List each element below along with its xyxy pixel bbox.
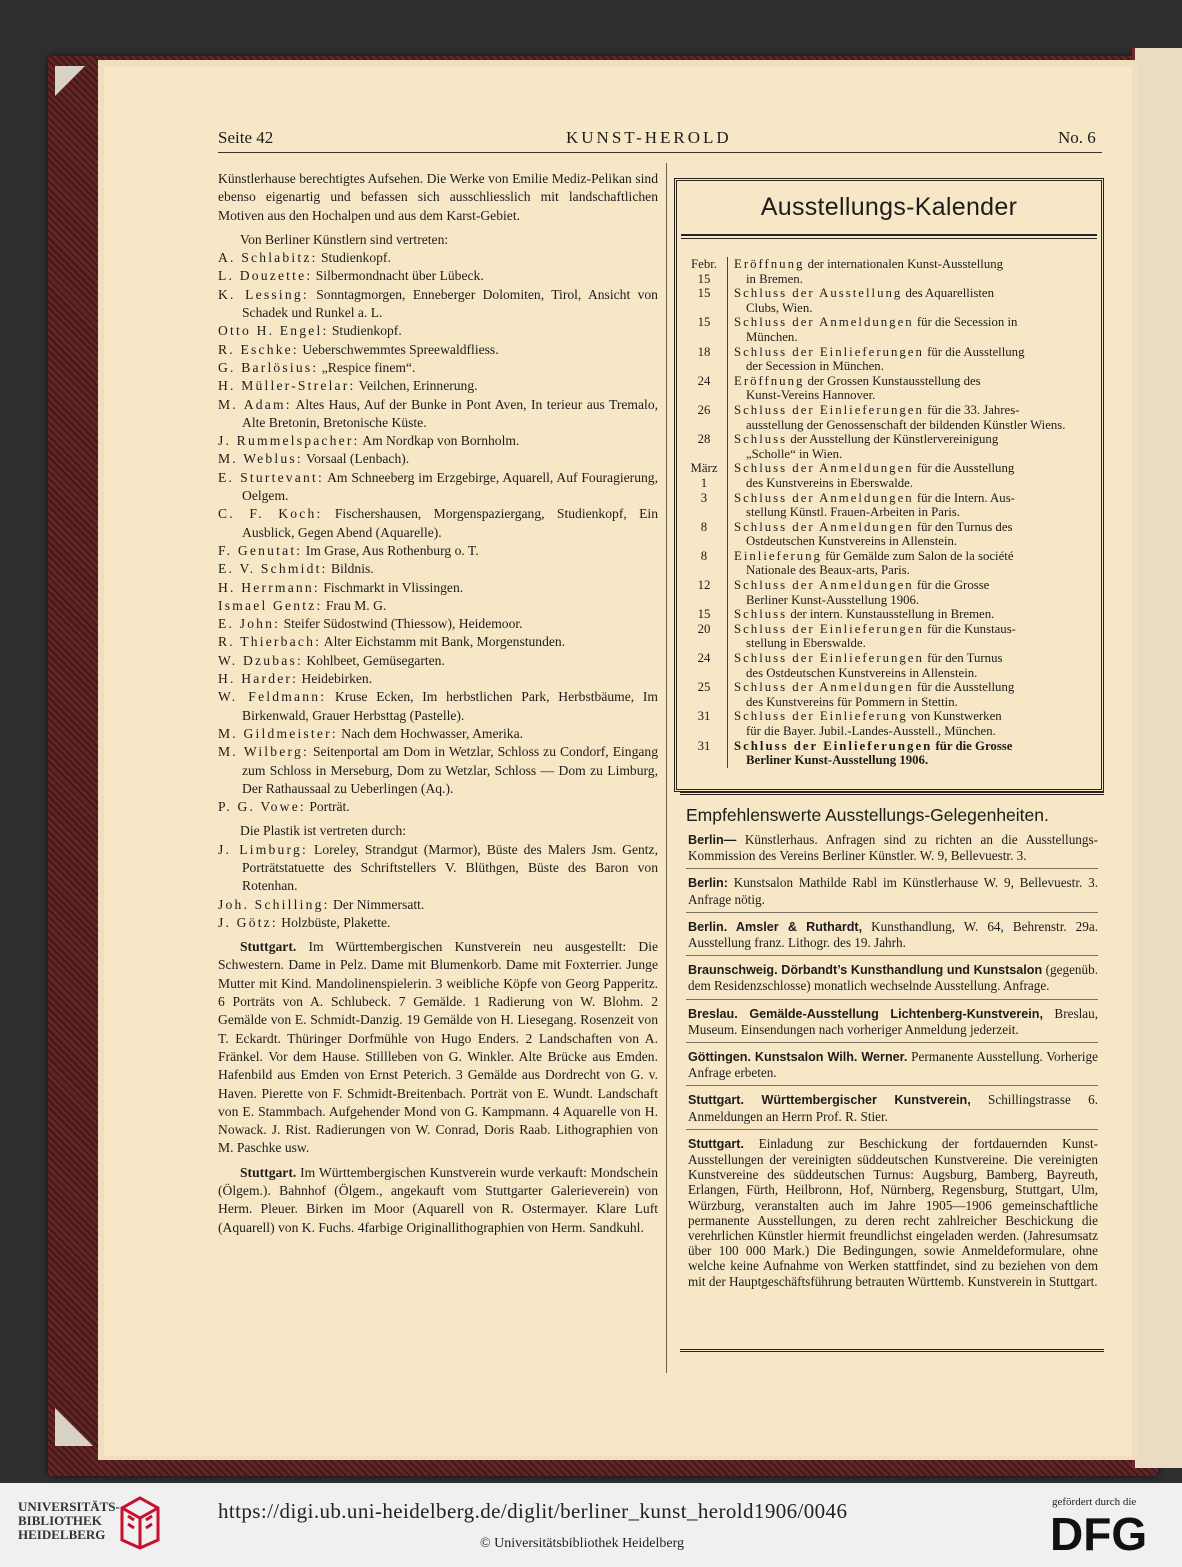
artist-works: Am Schneeberg im Erzgebirge, Aquarell, Auf Fouragierung, Oelgem.	[242, 469, 659, 504]
calendar-entry-continuation: der Secession in München.	[746, 359, 884, 374]
artist-name: E. Sturtevant:	[218, 469, 324, 485]
calendar-row	[681, 286, 1097, 315]
calendar-entry-text: des Aquarellisten	[905, 286, 994, 301]
artist-entry	[218, 633, 658, 651]
calendar-entry-lead: Schluss der Einlieferungen	[734, 651, 924, 666]
calendar-row	[681, 345, 1097, 374]
calendar-row	[681, 491, 1097, 520]
recommendation-lead: Braunschweig. Dörbandt’s Kunsthandlung und Kunstsalon	[688, 963, 1043, 978]
calendar-date: 25	[697, 680, 711, 695]
calendar-entry	[727, 432, 1097, 461]
recommendations-box	[680, 792, 1104, 1352]
calendar-entry-continuation: Ostdeutschen Kunstvereins in Allenstein.	[746, 534, 958, 549]
calendar-date: 15	[697, 286, 711, 301]
artist-name: H. Herrmann:	[218, 579, 320, 595]
recommendation-entry	[680, 832, 1104, 863]
calendar-entry-lead: Schluss der Ausstellung	[734, 286, 903, 301]
calendar-entry	[727, 257, 1097, 286]
calendar-date: 24	[697, 373, 711, 388]
artist-name: W. Dzubas:	[218, 652, 303, 668]
artist-entry	[218, 725, 658, 743]
recommendation-text: (gegenüb. dem Residenzschlosse) monatlich wechselnde Ausstellung. Anfrage.	[688, 962, 1099, 994]
calendar-row	[681, 520, 1097, 549]
paragraph-text: Im Württembergischen Kunstverein wurde verkauft: Mondschein (Ölgem.). Bahnhof (Ölgem., angekauft vom Stuttgarter Galerieverein) von Herm. Pleuer. Birken im Moor (Aquarell von R. Ostermayer. Klare Luft (Aquarell) von K. Fuchs. 4farbige Originallithographien von Herm. Sandkuhl.	[218, 1164, 658, 1235]
calendar-date: 31	[697, 709, 711, 724]
recommendation-entry	[680, 1136, 1104, 1289]
calendar-entry-text: für die Secession in	[916, 315, 1018, 330]
calendar-entry	[727, 549, 1097, 578]
calendar-row	[681, 374, 1097, 403]
artist-name: R. Eschke:	[218, 341, 299, 357]
calendar-entry	[727, 651, 1097, 680]
artist-entry	[218, 896, 658, 914]
artist-works: Studienkopf.	[331, 323, 402, 339]
calendar-date: 24	[697, 651, 711, 666]
calendar-entry	[727, 345, 1097, 374]
artist-name: F. Genutat:	[218, 542, 303, 558]
calendar-entry-text: der intern. Kunstausstellung in Bremen.	[790, 607, 995, 622]
artist-name: C. F. Koch:	[218, 506, 323, 522]
artist-entry	[218, 505, 658, 542]
artist-name: J. Rummelspacher:	[218, 433, 360, 449]
calendar-row	[681, 461, 1097, 490]
artist-works: Studienkopf.	[320, 250, 391, 266]
artist-entry	[218, 688, 658, 725]
artist-name: E. John:	[218, 616, 281, 632]
artist-entry	[218, 670, 658, 688]
calendar-row	[681, 403, 1097, 432]
calendar-entry	[727, 709, 1097, 738]
artist-name: Joh. Schilling:	[218, 896, 330, 912]
artist-works: Porträt.	[309, 799, 350, 815]
recommendation-separator	[686, 999, 1098, 1000]
artist-name: L. Douzette:	[218, 268, 313, 284]
library-logo-line: BIBLIOTHEK	[18, 1513, 102, 1528]
artist-entry	[218, 743, 658, 798]
artist-name: Otto H. Engel:	[218, 323, 329, 339]
artist-works: Ueberschwemmtes Spreewaldfliess.	[302, 341, 499, 357]
calendar-entry	[727, 315, 1097, 344]
calendar-entry-text: für Gemälde zum Salon de la société	[825, 548, 1014, 563]
calendar-date: März 1	[690, 461, 718, 490]
calendar-date: 12	[697, 578, 711, 593]
artist-entry	[218, 286, 658, 323]
artist-name: M. Weblus:	[218, 451, 303, 467]
calendar-table	[681, 257, 1097, 768]
recommendation-text: Künstlerhaus. Anfragen sind zu richten an die Ausstellungs-Kommission des Vereins Berliner Künstler. W. 9, Bellevuestr. 3.	[688, 832, 1099, 864]
header-rule	[218, 152, 1102, 153]
artist-works: Altes Haus, Auf der Bunke in Pont Aven, In terieur aus Tremalo, Alte Bretonin, Bretonische Küste.	[242, 396, 659, 430]
recommendations-list	[680, 832, 1104, 1289]
recommendation-text: Schillingstrasse 6. Anmeldungen an Herrn Prof. R. Stier.	[688, 1092, 1098, 1124]
calendar-date: 8	[700, 548, 708, 563]
calendar-entry-continuation: Nationale des Beaux-arts, Paris.	[746, 563, 910, 578]
calendar-entry-continuation: stellung in Eberswalde.	[746, 636, 866, 651]
artist-name: A. Schlabitz:	[218, 250, 318, 266]
artist-name: J. Limburg:	[218, 841, 309, 857]
calendar-entry	[727, 286, 1097, 315]
page-number: Seite 42	[218, 128, 274, 147]
calendar-row	[681, 709, 1097, 738]
calendar-entry-continuation: des Kunstvereins für Pommern in Stettin.	[746, 694, 958, 709]
recommendation-text: Einladung zur Beschickung der fortdauernden Kunst-Ausstellungen der vereinigten süddeutschen Kunstvereine. Die vereinigten Kunstvereine des süddeutschen Turnus: Augsburg, Bamberg, Bayreuth, Erlangen, Fürth, Heilbronn, Hof, Nürnberg, Regensburg, Stuttgart, Ulm, Würzburg, veranstalten auch im Jahre 1905—1906 gemeinschaftliche permanente Ausstellungen, zu deren recht zahlreicher Beschickung die verehrlichen Künstler hiermit freundlichst eingeladen werden. (Jahresumsatz über 100 000 Mark.) Die Bedingungen, sowie Anmeldeformulare, ohne welche keine Aufnahme von Werken stattfindet, sind zu beziehen von dem mit der Hauptgeschäftsführung betrauten Württemb. Kunstverein in Stuttgart.	[688, 1135, 1098, 1289]
calendar-entry-text: für die Grosse	[935, 738, 1013, 753]
artist-name: M. Gildmeister:	[218, 725, 338, 741]
stuttgart-paragraph-1	[218, 938, 658, 1158]
calendar-row	[681, 549, 1097, 578]
artist-name: E. V. Schmidt:	[218, 561, 328, 577]
berlin-heading: Von Berliner Künstlern sind vertreten:	[240, 231, 449, 247]
calendar-row	[681, 257, 1097, 286]
stuttgart-paragraph-2	[218, 1164, 658, 1237]
artist-entry	[218, 597, 658, 615]
calendar-entry	[727, 680, 1097, 709]
artist-entry	[218, 914, 658, 932]
calendar-date: 20	[697, 621, 711, 636]
calendar-date: 15	[697, 315, 711, 330]
calendar-entry-continuation: stellung Künstl. Frauen-Arbeiten in Paris.	[746, 505, 960, 520]
calendar-entry	[727, 520, 1097, 549]
calendar-entry-continuation: für die Bayer. Jubil.-Landes-Ausstell., München.	[746, 724, 996, 738]
calendar-row	[681, 680, 1097, 709]
artist-works: „Respice finem“.	[321, 359, 416, 375]
copyright-notice: © Universitätsbibliothek Heidelberg	[480, 1536, 685, 1551]
calendar-entry-lead: Schluss der Anmeldungen	[734, 490, 914, 505]
dfg-logo-text: DFG	[1050, 1510, 1148, 1554]
calendar-entry-text: für die Grosse	[916, 578, 990, 593]
calendar-date: 8	[700, 519, 708, 534]
artist-entry	[218, 450, 658, 468]
calendar-row	[681, 432, 1097, 461]
artist-works: Vorsaal (Lenbach).	[306, 451, 410, 467]
artist-works: Alter Eichstamm mit Bank, Morgenstunden.	[323, 634, 566, 650]
recommendations-title: Empfehlenswerte Ausstellungs-Gelegenheiten.	[686, 805, 1049, 825]
viewer-footer	[0, 1483, 1182, 1567]
artist-entry	[218, 542, 658, 560]
calendar-entry-text: für die Kunstaus-	[927, 621, 1016, 636]
calendar-entry-continuation: des Kunstvereins in Eberswalde.	[746, 475, 914, 490]
calendar-row	[681, 315, 1097, 344]
calendar-entry	[727, 739, 1097, 768]
artist-name: J. Götz:	[218, 914, 278, 930]
recommendation-entry	[680, 1049, 1104, 1080]
calendar-entry-lead: Schluss der Einlieferungen	[734, 738, 933, 753]
artist-entry	[218, 798, 658, 816]
paragraph-lead: Stuttgart.	[240, 939, 297, 955]
recommendation-lead: Berlin:	[688, 876, 728, 891]
calendar-entry-lead: Schluss	[734, 432, 788, 447]
artist-entry	[218, 249, 658, 267]
recommendation-text: Kunstsalon Mathilde Rabl im Künstlerhause W. 9, Bellevuestr. 3. Anfrage nötig.	[688, 875, 1098, 907]
recommendation-entry	[680, 962, 1104, 993]
artist-name: P. G. Vowe:	[218, 799, 306, 815]
artist-name: K. Lessing:	[218, 286, 309, 302]
paragraph-text: Im Württembergischen Kunstverein neu ausgestellt: Die Schwestern. Dame in Pelz. Dame mit Blumenkorb. Dame mit Foxterrier. Junge Mutter mit Kind. Mandolinenspielerin. 3 weibliche Köpfe von Georg Papperitz. 6 Porträts von A. Schlubeck. 7 Gemälde. 1 Radierung von W. Blohm. 2 Gemälde von E. Schmidt-Danzig. 19 Gemälde von H. Liesegang. Rosenzeit von T. Eckardt. Thüringer Dorfmühle von Hugo Enders. 2 Landschaften von A. Fränkel. Vor dem Hause. Stillleben von G. Winkler. Alte Brücke aus Emden. Hafenbild aus Emden von Ernst Peterich. 3 Gemälde aus Dordrecht von G. v. Haven. Pierette von F. Schmidt-Breitenbach. Porträt von E. Wundt. Landschaft von E. Stammbach. Aufgehender Mond von G. Kampmann. 4 Aquarelle von H. Nowack. J. Rist. Radierungen von W. Conrad, Doris Raab. Lithographien von M. Paschke usw.	[218, 939, 658, 1156]
calendar-entry-continuation: München.	[746, 329, 798, 344]
calendar-entry-lead: Schluss der Einlieferungen	[734, 344, 924, 359]
artist-entry	[218, 579, 658, 597]
artist-entry	[218, 396, 658, 433]
calendar-entry-text: von Kunstwerken	[911, 709, 1002, 724]
artist-entry	[218, 267, 658, 285]
calendar-entry-text: für die Ausstellung	[927, 344, 1025, 359]
calendar-date: 31	[697, 738, 711, 753]
recommendation-separator	[686, 1085, 1098, 1086]
column-rule	[666, 163, 667, 1373]
calendar-title: Ausstellungs-Kalender	[760, 193, 1018, 221]
artist-works: Silbermondnacht über Lübeck.	[315, 268, 484, 284]
recommendation-entry	[680, 1006, 1104, 1037]
paragraph-lead: Stuttgart.	[240, 1164, 297, 1180]
recommendation-lead: Berlin—	[688, 833, 737, 847]
recommendation-text: Kunsthandlung, W. 64, Behrenstr. 29a. Ausstellung franz. Lithogr. des 19. Jahrh.	[688, 918, 1099, 951]
artist-works: Der Nimmersatt.	[332, 896, 425, 912]
recommendation-text: Permanente Ausstellung. Vorherige Anfrage erbeten.	[688, 1049, 1098, 1081]
calendar-entry-lead: Schluss der Anmeldungen	[734, 315, 914, 330]
calendar-title-rule	[681, 234, 1097, 239]
calendar-row	[681, 622, 1097, 651]
library-logo-line: UNIVERSITÄTS-	[18, 1499, 120, 1514]
calendar-entry	[727, 578, 1097, 607]
recommendation-entry	[680, 875, 1104, 906]
recommendation-separator	[686, 955, 1098, 956]
plastik-list	[218, 841, 658, 932]
artist-entry	[218, 560, 658, 578]
dfg-logo-icon	[1050, 1510, 1164, 1554]
library-logo-icon	[118, 1494, 162, 1550]
recommendation-lead: Göttingen. Kunstsalon Wilh. Werner.	[688, 1050, 908, 1065]
artist-name: G. Barlösius:	[218, 359, 319, 375]
artist-entry	[218, 359, 658, 377]
calendar-entry-continuation: Berliner Kunst-Ausstellung 1906.	[746, 753, 929, 768]
recommendation-lead: Stuttgart. Württembergischer Kunstverein,	[688, 1093, 971, 1108]
calendar-entry	[727, 491, 1097, 520]
recommendation-lead: Breslau. Gemälde-Ausstellung Lichtenberg-Kunstverein,	[688, 1006, 1043, 1021]
calendar-entry-continuation: in Bremen.	[746, 271, 803, 286]
recommendation-separator	[686, 912, 1098, 913]
recommendation-separator	[686, 868, 1098, 869]
calendar-entry-lead: Schluss der Anmeldungen	[734, 680, 914, 695]
recommendation-lead: Berlin. Amsler & Ruthardt,	[688, 919, 863, 934]
calendar-entry	[727, 461, 1097, 490]
artist-entry	[218, 322, 658, 340]
artist-name: M. Wilberg:	[218, 744, 309, 760]
recommendation-separator	[686, 1129, 1098, 1130]
calendar-entry-continuation: „Scholle“ in Wien.	[746, 446, 843, 461]
calendar-entry-lead: Schluss der Einlieferungen	[734, 402, 924, 417]
calendar-date: 15	[697, 607, 711, 622]
calendar-entry-text: der internationalen Kunst-Ausstellung	[807, 257, 1004, 271]
calendar-entry-continuation: Kunst-Vereins Hannover.	[746, 388, 876, 403]
artist-name: H. Harder:	[218, 671, 299, 687]
artist-name: H. Müller-Strelar:	[218, 378, 356, 394]
artist-works: Nach dem Hochwasser, Amerika.	[341, 725, 524, 741]
recommendation-separator	[686, 1042, 1098, 1043]
calendar-entry	[727, 374, 1097, 403]
calendar-entry-lead: Schluss der Anmeldungen	[734, 578, 914, 593]
recommendation-text: Breslau, Museum. Einsendungen nach vorheriger Anmeldung jederzeit.	[688, 1005, 1099, 1037]
issue-number: No. 6	[1058, 128, 1096, 147]
next-page-edge	[1132, 48, 1182, 1468]
artist-entry	[218, 432, 658, 450]
calendar-row	[681, 651, 1097, 680]
calendar-entry-continuation: Berliner Kunst-Ausstellung 1906.	[746, 592, 920, 607]
artist-name: M. Adam:	[218, 396, 292, 412]
recommendation-entry	[680, 919, 1104, 950]
artist-works: Veilchen, Erinnerung.	[358, 378, 478, 394]
calendar-row	[681, 578, 1097, 607]
library-logo-line: HEIDELBERG	[18, 1527, 106, 1542]
artist-works: Bildnis.	[331, 561, 374, 577]
journal-title: KUNST-HEROLD	[566, 128, 732, 147]
artist-name: Ismael Gentz:	[218, 597, 323, 613]
calendar-entry-lead: Eröffnung	[734, 373, 805, 388]
dfg-caption: gefördert durch die	[1052, 1496, 1137, 1508]
calendar-entry-text: der Ausstellung der Künstlervereinigung	[790, 432, 999, 447]
calendar-date: Febr. 15	[691, 257, 717, 286]
artist-entry	[218, 841, 658, 896]
calendar-entry-lead: Einlieferung	[734, 548, 822, 563]
calendar-entry-text: der Grossen Kunstausstellung des	[807, 373, 981, 388]
left-column	[218, 170, 658, 1237]
artist-works: Heidebirken.	[301, 671, 373, 687]
calendar-entry-lead: Schluss	[734, 607, 788, 622]
artist-works: Seitenportal am Dom in Wetzlar, Schloss zu Condorf, Eingang zum Schloss in Merseburg, Dom zu Wetzlar, Schloss — Dom zu Limburg, Der Rathaussaal zu Ueberlingen (Aq.).	[242, 744, 659, 796]
artist-entry	[218, 469, 658, 506]
calendar-entry-lead: Eröffnung	[734, 257, 805, 271]
intro-paragraph: Künstlerhause berechtigtes Aufsehen. Die Werke von Emilie Mediz-Pelikan sind ebenso eigenartig und befassen sich ausschliesslich mit landschaftlichen Motiven aus den Hochalpen und aus dem Karst-Gebiet.	[218, 171, 658, 223]
artist-entry	[218, 341, 658, 359]
calendar-entry-text: für die Ausstellung	[916, 461, 1015, 476]
calendar-entry-lead: Schluss der Einlieferungen	[734, 621, 924, 636]
calendar-entry-lead: Schluss der Anmeldungen	[734, 461, 914, 476]
recommendation-entry	[680, 1092, 1104, 1123]
calendar-entry	[727, 403, 1097, 432]
calendar-row	[681, 607, 1097, 622]
calendar-date: 26	[697, 402, 711, 417]
artist-name: W. Feldmann:	[218, 689, 327, 705]
calendar-entry-lead: Schluss der Anmeldungen	[734, 519, 914, 534]
artist-works: Loreley, Strandgut (Marmor), Büste des Malers Jsm. Gentz, Porträtstatuette des Schriftstellers V. Blüthgen, Büste des Baron von Rotenhan.	[242, 841, 658, 894]
artist-entry	[218, 652, 658, 670]
calendar-entry-text: für die 33. Jahres-	[927, 402, 1020, 417]
artist-works: Kohlbeet, Gemüsegarten.	[306, 652, 445, 668]
calendar-date: 28	[697, 432, 711, 447]
corner-protector-bottom	[55, 1408, 93, 1446]
artist-works: Fischershausen, Morgenspaziergang, Studienkopf, Ein Ausblick, Gegen Abend (Aquarelle).	[242, 506, 658, 540]
artist-works: Am Nordkap von Bornholm.	[362, 433, 520, 449]
recommendation-lead: Stuttgart.	[688, 1136, 744, 1151]
calendar-row	[681, 739, 1097, 768]
artist-works: Sonntagmorgen, Enneberger Dolomiten, Tirol, Ansicht von Schadek und Runkel a. L.	[242, 286, 658, 321]
artist-works: Steifer Südostwind (Thiessow), Heidemoor.	[283, 616, 523, 632]
artist-list	[218, 249, 658, 816]
artist-works: Holzbüste, Plakette.	[281, 914, 391, 930]
calendar-box	[674, 178, 1104, 792]
artist-name: R. Thierbach:	[218, 634, 322, 650]
artist-works: Im Grase, Aus Rothenburg o. T.	[305, 542, 479, 558]
artist-entry	[218, 377, 658, 395]
calendar-entry	[727, 622, 1097, 651]
calendar-entry-continuation: ausstellung der Genossenschaft der bildenden Künstler Wiens.	[746, 417, 1066, 432]
corner-protector-top	[55, 66, 85, 96]
calendar-entry-lead: Schluss der Einlieferung	[734, 709, 908, 724]
calendar-entry-text: für die Intern. Aus-	[916, 490, 1015, 505]
artist-works: Kruse Ecken, Im herbstlichen Park, Herbstbäume, Im Birkenwald, Grauer Herbsttag (Pastelle).	[242, 689, 659, 723]
calendar-entry-text: für den Turnus des	[916, 519, 1013, 534]
calendar-date: 3	[700, 490, 708, 505]
permalink-url[interactable]: https://digi.ub.uni-heidelberg.de/diglit/berliner_kunst_herold1906/0046	[218, 1499, 848, 1523]
calendar-entry-text: für den Turnus	[927, 651, 1003, 666]
calendar-date: 18	[697, 344, 711, 359]
artist-entry	[218, 615, 658, 633]
artist-works: Frau M. G.	[325, 597, 387, 613]
calendar-entry	[727, 607, 1097, 622]
calendar-entry-continuation: Clubs, Wien.	[746, 300, 813, 315]
plastik-heading: Die Plastik ist vertreten durch:	[240, 823, 407, 839]
library-logo-text	[18, 1500, 120, 1542]
calendar-entry-continuation: des Ostdeutschen Kunstvereins in Allenstein.	[746, 665, 978, 680]
artist-works: Fischmarkt in Vlissingen.	[323, 579, 464, 595]
calendar-entry-text: für die Ausstellung	[916, 680, 1015, 695]
